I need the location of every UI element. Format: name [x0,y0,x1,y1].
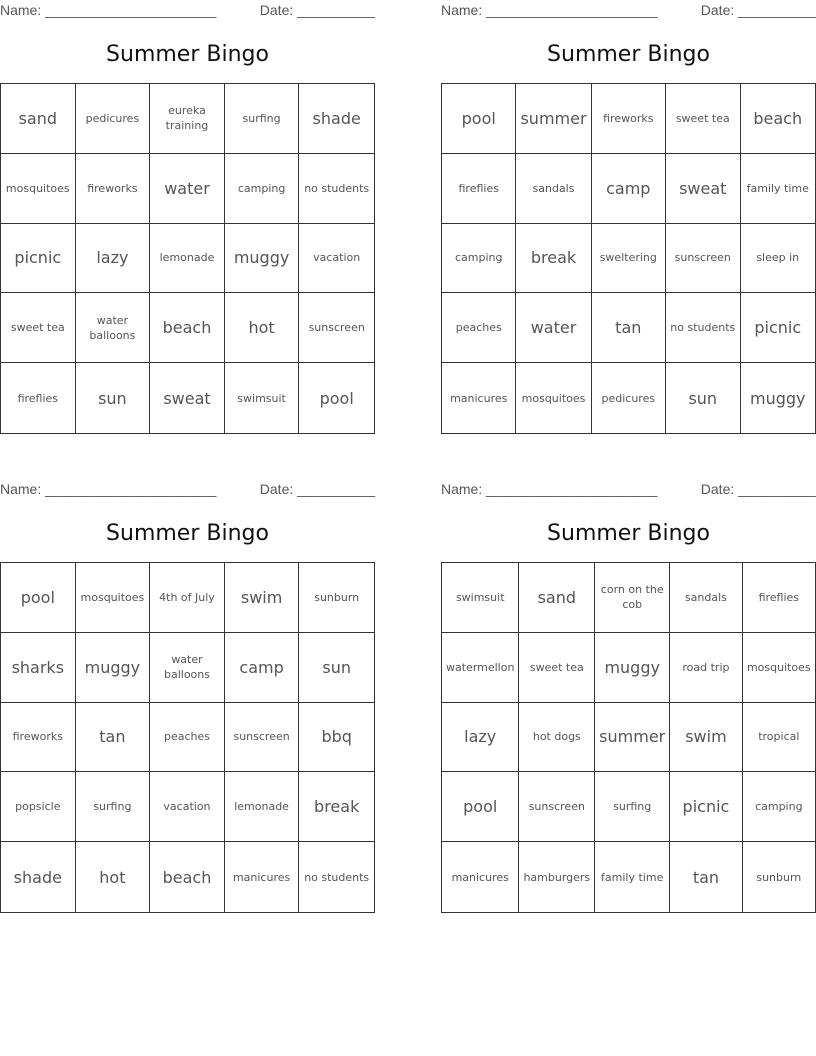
card-header-fields [441,0,816,22]
bingo-cell: hot dogs [519,703,595,773]
bingo-cell: sunscreen [299,293,374,363]
bingo-cell: no students [299,154,374,224]
bingo-cell: beach [741,84,815,154]
bingo-cell: pool [442,84,516,154]
bingo-cell: sleep in [741,224,815,294]
bingo-cell: hamburgers [519,842,595,912]
bingo-cell: water [150,154,225,224]
bingo-cell: sweet tea [666,84,740,154]
bingo-cell: pedicures [76,84,151,154]
bingo-cell: surfing [76,772,151,842]
bingo-cell: lazy [442,703,519,773]
date-field-label: Date: __________ [259,2,375,18]
bingo-cell: tan [76,703,151,773]
bingo-cell: sweat [666,154,740,224]
bingo-cell: sharks [1,633,76,703]
card-title: Summer Bingo [547,42,710,67]
bingo-cell: fireworks [76,154,151,224]
bingo-card [0,479,375,887]
bingo-cell: family time [595,842,670,912]
bingo-cell: sweltering [592,224,666,294]
bingo-cell: corn on the cob [595,563,670,633]
bingo-cell: swimsuit [442,563,519,633]
bingo-cell: surfing [225,84,300,154]
bingo-cell: mosquitoes [743,633,815,703]
bingo-cell: sweet tea [519,633,595,703]
bingo-cell: water [516,293,591,363]
bingo-cell: lemonade [225,772,300,842]
date-field-label: Date: __________ [259,481,375,497]
bingo-grid [441,83,816,434]
bingo-grid [441,562,816,913]
bingo-cell: water balloons [76,293,151,363]
bingo-cell: sweet tea [1,293,76,363]
bingo-grid [0,562,375,913]
bingo-cell: manicures [442,842,519,912]
bingo-cell: shade [299,84,374,154]
bingo-cell: tan [592,293,666,363]
bingo-cell: eureka training [150,84,225,154]
bingo-cell: fireflies [442,154,516,224]
bingo-cell: picnic [670,772,742,842]
bingo-cell: manicures [225,842,300,912]
bingo-cell: mosquitoes [516,363,591,433]
bingo-cell: summer [595,703,670,773]
bingo-cell: camping [442,224,516,294]
name-field-label: Name: ______________________ [0,481,217,497]
bingo-cell: sun [76,363,151,433]
bingo-cell: sunscreen [519,772,595,842]
bingo-cell: watermellon [442,633,519,703]
bingo-cell: picnic [1,224,76,294]
bingo-cell: sunburn [756,870,802,884]
bingo-cell: sunburn [299,563,374,633]
bingo-cell: road trip [670,633,742,703]
name-field-label: Name: ______________________ [441,481,658,497]
bingo-cell: fireflies [743,563,815,633]
bingo-cell: swim [225,563,300,633]
bingo-cell: pedicures [592,363,666,433]
bingo-cell: picnic [741,293,815,363]
bingo-cell: camping [225,154,300,224]
name-field-label: Name: ______________________ [441,2,658,18]
bingo-cell: popsicle [1,772,76,842]
bingo-cell: mosquitoes [76,563,151,633]
bingo-cell: sandals [516,154,591,224]
bingo-cell: sun [299,633,374,703]
name-field-label: Name: ______________________ [0,2,217,18]
bingo-cell: sunscreen [225,703,300,773]
bingo-cell: shade [1,842,76,912]
bingo-cell: sweat [150,363,225,433]
date-field-label: Date: __________ [700,2,816,18]
bingo-cell: muggy [595,633,670,703]
bingo-cell: camp [592,154,666,224]
bingo-cell: swim [670,703,742,773]
bingo-cell: vacation [299,224,374,294]
bingo-cell: sun [666,363,740,433]
bingo-cell: manicures [442,363,516,433]
bingo-cell: peaches [150,703,225,773]
bingo-cell: beach [150,842,225,912]
bingo-cell: no students [666,293,740,363]
bingo-cell: pool [319,388,354,408]
date-field-label: Date: __________ [700,481,816,497]
bingo-cell: sand [1,84,76,154]
bingo-cell: muggy [225,224,300,294]
bingo-grid [0,83,375,434]
bingo-cell: break [299,772,374,842]
bingo-cell: vacation [150,772,225,842]
bingo-cell: break [516,224,591,294]
bingo-card [441,0,816,408]
bingo-cell: camping [743,772,815,842]
bingo-cell: muggy [750,388,806,408]
bingo-card [0,0,375,408]
bingo-cell: lemonade [150,224,225,294]
bingo-cell: fireworks [592,84,666,154]
bingo-cell: no students [304,870,370,884]
bingo-cell: lazy [76,224,151,294]
bingo-cell: camp [225,633,300,703]
bingo-cell: muggy [76,633,151,703]
bingo-cell: hot [76,842,151,912]
card-title: Summer Bingo [106,521,269,546]
bingo-cell: sunscreen [666,224,740,294]
bingo-cell: fireflies [1,363,76,433]
bingo-card [441,479,816,887]
card-title: Summer Bingo [547,521,710,546]
bingo-cell: pool [1,563,76,633]
bingo-cell: sand [519,563,595,633]
bingo-cell: tan [670,842,742,912]
bingo-cell: mosquitoes [1,154,76,224]
bingo-cell: sandals [670,563,742,633]
bingo-cell: summer [516,84,591,154]
bingo-cell: pool [442,772,519,842]
bingo-cell: surfing [595,772,670,842]
bingo-cell: peaches [442,293,516,363]
bingo-cell: swimsuit [225,363,300,433]
bingo-cell: beach [150,293,225,363]
card-header-fields [441,479,816,501]
bingo-cell: tropical [743,703,815,773]
bingo-cell: hot [225,293,300,363]
bingo-cell: 4th of July [150,563,225,633]
card-title: Summer Bingo [106,42,269,67]
bingo-cell: fireworks [1,703,76,773]
bingo-cell: bbq [299,703,374,773]
card-header-fields [0,0,375,22]
card-header-fields [0,479,375,501]
bingo-cell: family time [741,154,815,224]
bingo-cell: water balloons [150,633,225,703]
